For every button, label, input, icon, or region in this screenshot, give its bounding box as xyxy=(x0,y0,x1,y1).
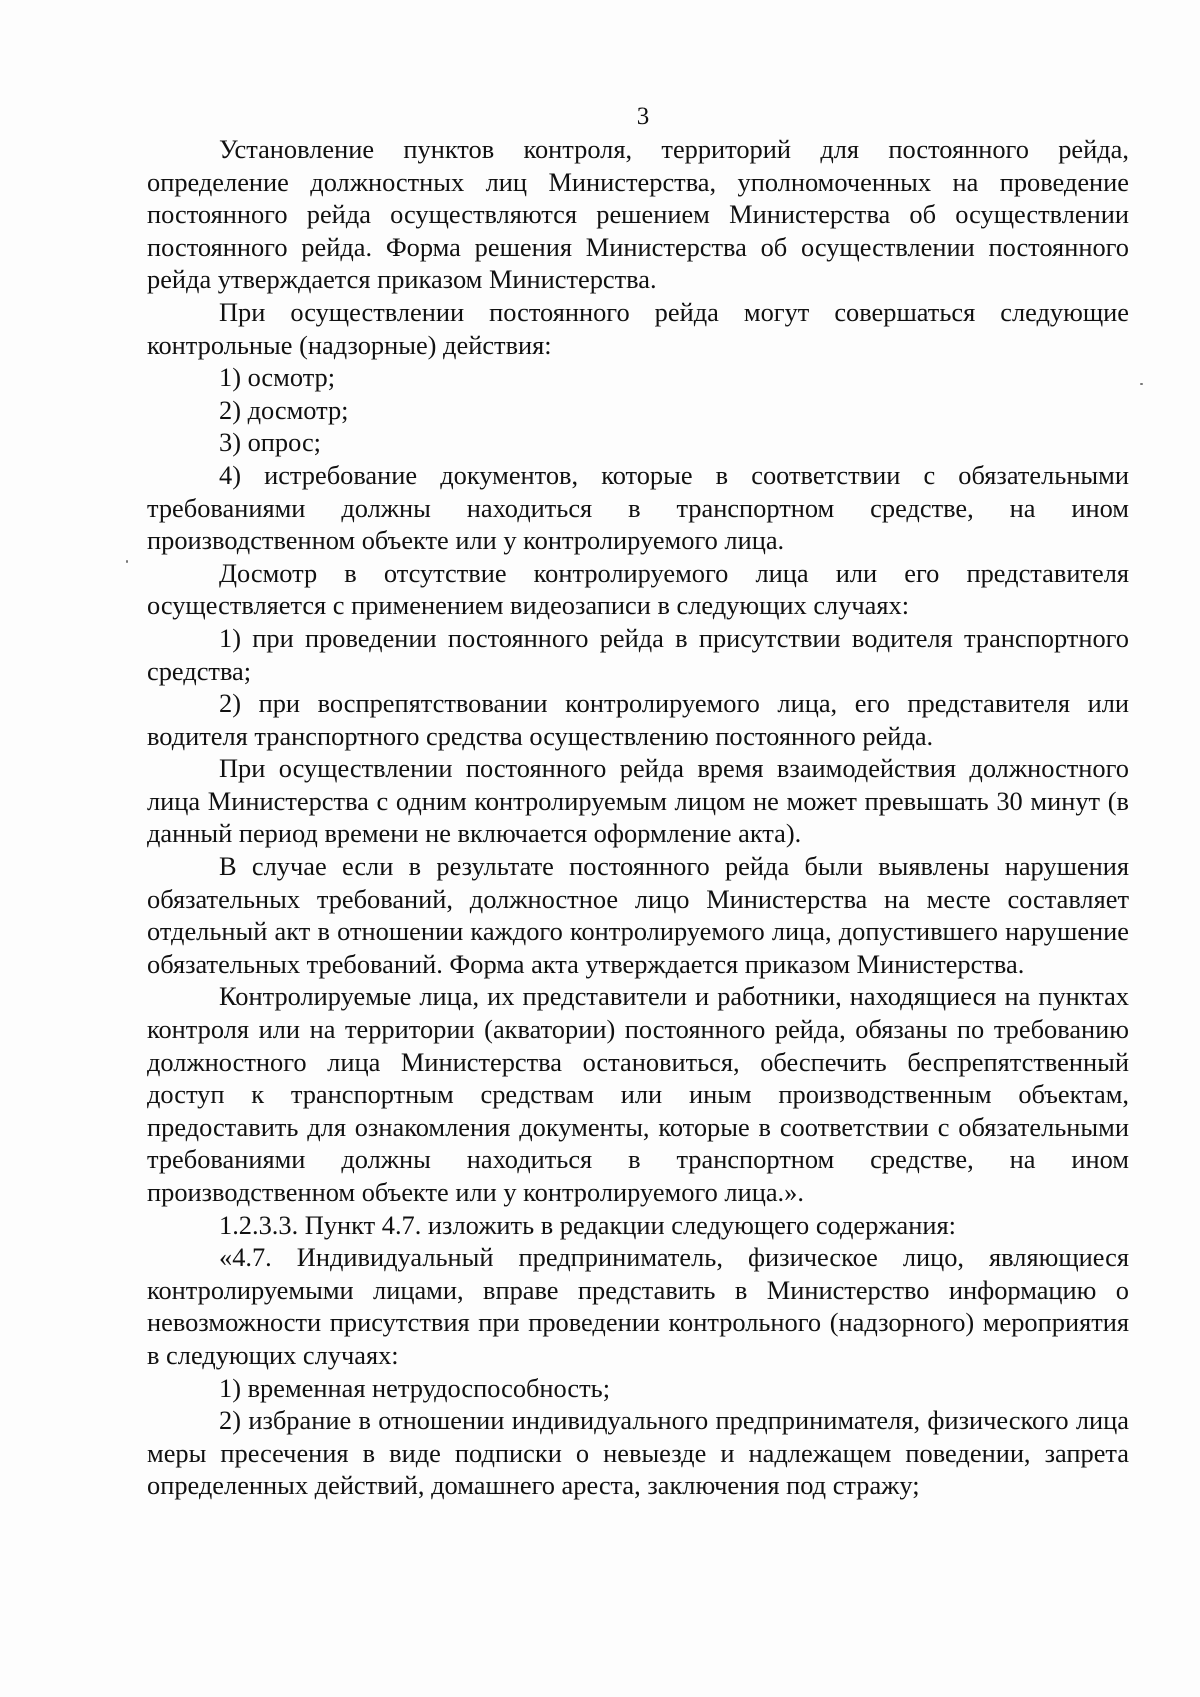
paragraph-clause-amendment: 1.2.3.3. Пункт 4.7. изложить в редакции следующего содержания: xyxy=(219,1209,956,1240)
list-item-obstruction: 2) при воспрепятствовании контролируемого лица, его представителя или водителя транспортного средства осуществлению постоянного рейда. xyxy=(147,688,1129,751)
paragraph-control-actions-intro: При осуществлении постоянного рейда могут совершаться следующие контрольные (надзорные) действия: xyxy=(147,296,1129,360)
list-item-survey: 3) опрос; xyxy=(219,427,321,458)
list-item-disability: 1) временная нетрудоспособность; xyxy=(219,1372,611,1403)
paragraph-clause-4-7: «4.7. Индивидуальный предприниматель, физическое лицо, являющиеся контролируемыми лицами, вправе представить в Министерство информацию о невозможности присутствия при проведении контрольного (надзорного) мероприятия в следующих случаях: xyxy=(147,1242,1129,1370)
paragraph-interaction-time: При осуществлении постоянного рейда время взаимодействия должностного лица Министерства с одним контролируемым лицом не может превышать 30 минут (в данный период времени не включается оформление акта). xyxy=(147,753,1129,849)
paragraph-violations-act: В случае если в результате постоянного рейда были выявлены нарушения обязательных требований, должностное лицо Министерства на месте составляет отдельный акт в отношении каждого контролируемого лица, допустившего нарушение обязательных требований. Форма акта утверждается приказом Министерства. xyxy=(147,851,1129,979)
page-number: 3 xyxy=(636,103,650,130)
document-body xyxy=(147,133,1129,1502)
scan-speck xyxy=(1140,383,1143,385)
scan-speck xyxy=(126,560,128,563)
paragraph-obligations: Контролируемые лица, их представители и работники, находящиеся на пунктах контроля или на территории (акватории) постоянного рейда, обязаны по требованию должностного лица Министерства остановиться, обеспечить беспрепятственный доступ к транспортным средствам или иным производственным объектам, предоставить для ознакомления документы, которые в соответствии с обязательными требованиями должны находиться в транспортном средстве, на ином производственном объекте или у контролируемого лица.». xyxy=(147,981,1129,1207)
list-item-restraint-measure: 2) избрание в отношении индивидуального предпринимателя, физического лица меры пресечения в виде подписки о невыезде и надлежащем поведении, запрета определенных действий, домашнего ареста, заключения под стражу; xyxy=(147,1405,1129,1501)
list-item-inspection: 1) осмотр; xyxy=(219,362,336,393)
list-item-search: 2) досмотр; xyxy=(219,394,349,425)
paragraph-inspection-points: Установление пунктов контроля, территорий для постоянного рейда, определение должностных лиц Министерства, уполномоченных на проведение постоянного рейда осуществляются решением Министерства об осуществлении постоянного рейда. Форма решения Министерства об осуществлении постоянного рейда утверждается приказом Министерства. xyxy=(147,134,1129,295)
list-item-document-request: 4) истребование документов, которые в соответствии с обязательными требованиями должны находиться в транспортном средстве, на ином производственном объекте или у контролируемого лица. xyxy=(147,459,1129,556)
list-item-driver-present: 1) при проведении постоянного рейда в присутствии водителя транспортного средства; xyxy=(147,622,1129,686)
paragraph-search-video: Досмотр в отсутствие контролируемого лица или его представителя осуществляется с применением видеозаписи в следующих случаях: xyxy=(147,557,1129,621)
